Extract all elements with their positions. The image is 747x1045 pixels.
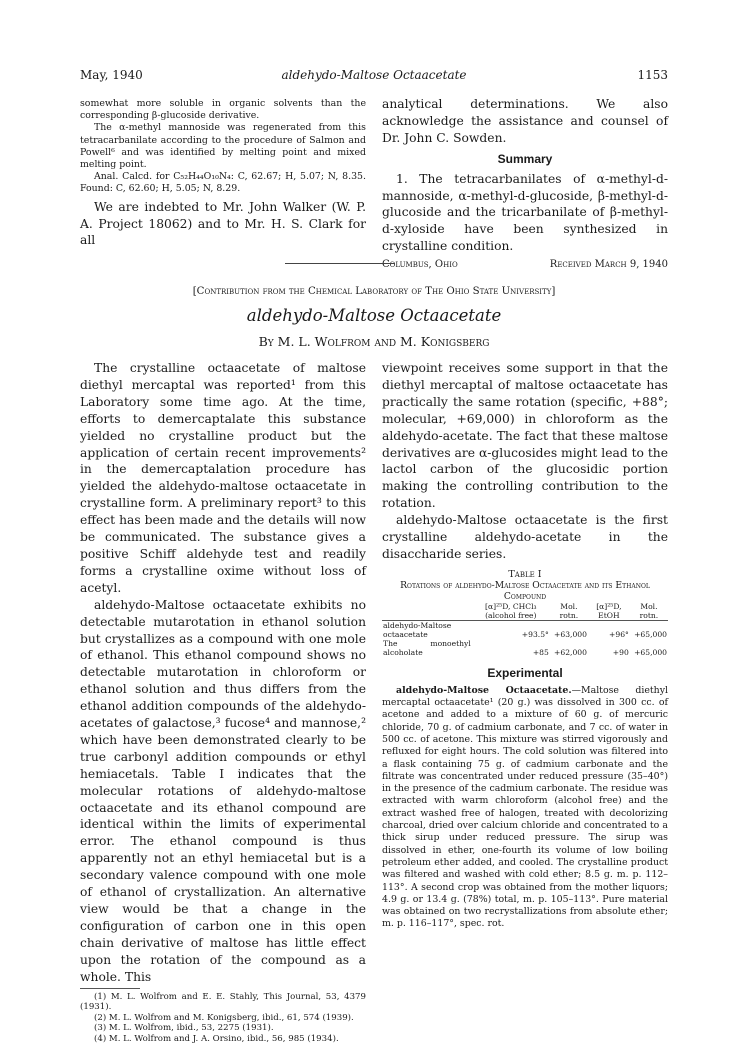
footnote-1: (1) M. L. Wolfrom and E. E. Stahly, This Journal, 53, 4379 (1931). bbox=[80, 991, 366, 1013]
signature-line bbox=[382, 257, 668, 274]
table-cell: aldehydo-Maltose octaacetate bbox=[383, 620, 452, 639]
prev-acknowledgement-cont: analytical determinations. We also acknowledge the assistance and counsel of Dr. John C. Sowden. bbox=[382, 97, 668, 145]
table-cell: +96° bbox=[609, 629, 629, 639]
table-cell: +62,000 bbox=[554, 647, 587, 657]
table-cell: The monoethyl alcoholate bbox=[383, 638, 471, 657]
prev-acknowledgement: We are indebted to Mr. John Walker (W. P. A. Project 18062) and to Mr. H. S. Clark for all bbox=[80, 199, 366, 248]
running-header bbox=[80, 68, 668, 84]
table-header-cell: Mol. rotn. bbox=[550, 602, 588, 621]
footnotes bbox=[80, 992, 366, 1045]
received-date: Received March 9, 1940 bbox=[549, 259, 668, 271]
table-cell: +93.5° bbox=[521, 629, 549, 639]
prev-paragraph-1: somewhat more soluble in organic solvents than the corresponding β-glucoside derivative. bbox=[80, 98, 366, 122]
table-cell: +65,000 bbox=[634, 647, 667, 657]
article-authors: By M. L. Wolfrom and M. Konigsberg bbox=[258, 334, 490, 349]
article-title-text: aldehydo-Maltose Octaacetate bbox=[246, 306, 502, 325]
experimental-body: —Maltose diethyl mercaptal octaacetate¹ (20 g.) was dissolved in 300 cc. of acetone and added to a mixture of 60 g. of mercuric chloride, 70 g. of cadmium carbonate, and 7 cc. of water in 500 cc. of acetone. This mixture was stirred vigorously and refluxed for eight hours. The cold solution was filtered into a flask containing 75 g. of cadmium carbonate and the filtrate was concentrated under reduced pressure (35–40°) in the presence of the cadmium carbonate. The residue was extracted with warm chloroform (alcohol free) and the extract washed free of halogen, treated with decolorizing charcoal, dried over calcium chloride and concentrated to a thick sirup under reduced pressure. The sirup was dissolved in ether, one-fourth its volume of low boiling petroleum ether added, and cooled. The crystalline product was filtered and washed with cold ether; 8.5 g. m. p. 112–113°. A second crop was obtained from the mother liquors; 4.9 g. or 13.4 g. (78%) total, m. p. 105–113°. Pure material was obtained on two recrystallizations from absolute ether; m. p. 116–117°, spec. rot. bbox=[382, 684, 668, 930]
table-cell: +85 bbox=[532, 647, 549, 657]
article-divider bbox=[285, 263, 395, 264]
summary-text: 1. The tetracarbanilates of α-methyl-d-mannoside, α-methyl-d-glucoside, β-methyl-d-glucoside and the tricarbanilate of β-methyl-d-xyloside have been synthesized in crystalline condition. bbox=[382, 171, 668, 254]
table-cell: +65,000 bbox=[634, 629, 667, 639]
table-cell: +63,000 bbox=[554, 629, 587, 639]
table-header-row bbox=[382, 602, 668, 621]
table-header-cell: [α]²⁵D, CHCl₃ (alcohol free) bbox=[472, 602, 550, 621]
page-number: 1153 bbox=[637, 68, 668, 82]
prev-paragraph-2: The α-methyl mannoside was regenerated from this tetracarbanilate according to the procedure of Salmon and Powell⁶ and was identified by melting point and mixed melting point. bbox=[80, 122, 366, 171]
footnote-4: (4) M. L. Wolfrom and J. A. Orsino, ibid., 56, 985 (1934). bbox=[94, 1033, 339, 1044]
contribution-line: [Contribution from the Chemical Laboratory of The Ohio State University] bbox=[192, 286, 556, 297]
table-header-cell bbox=[382, 602, 472, 621]
table-caption: Rotations of aldehydo-Maltose Octaacetate and its Ethanol Compound bbox=[400, 579, 650, 602]
body-paragraph-2: aldehydo-Maltose octaacetate exhibits no detectable mutarotation in ethanol solution but crystallizes as a compound with one mole of ethanol. This ethanol compound shows no detectable mutarotation in chloroform or ethanol solution and thus differs from the ethanol addition compounds of the aldehydo-acetates of galactose,³ fucose⁴ and mannose,² which have been demonstrated clearly to be true carbonyl addition compounds or ethyl hemiacetals. Table I indicates that the molecular rotations of aldehydo-maltose octaacetate and its ethanol compound are identical within the limits of experimental error. The ethanol compound is thus apparently not an ethyl hemiacetal but is a secondary valence compound with one mole of ethanol of crystallization. An alternative view would be that a change in the configuration of carbon one in this open chain derivative of maltose has little effect upon the rotation of the compound as a whole. This bbox=[80, 597, 366, 984]
footnote-2: (2) M. L. Wolfrom and M. Konigsberg, ibid., 61, 574 (1939). bbox=[94, 1012, 354, 1023]
experimental-lead: aldehydo-Maltose Octaacetate. bbox=[396, 684, 572, 696]
table-row bbox=[382, 639, 668, 657]
body-paragraph-3: viewpoint receives some support in that the diethyl mercaptal of maltose octaacetate has practically the same rotation (specific, +88°; molecular, +69,000) in chloroform as the aldehydo-acetate. The fact that these maltose derivatives are α-glucosides might lead to the lactol carbon of the glucosidic portion making the controlling contribution to the rotation. bbox=[382, 361, 668, 511]
header-date: May, 1940 bbox=[80, 68, 143, 82]
table-row bbox=[382, 620, 668, 639]
previous-article-right bbox=[382, 96, 668, 274]
footnote-rule bbox=[80, 988, 140, 989]
signature-location: Columbus, Ohio bbox=[382, 259, 458, 271]
header-title: aldehydo-Maltose Octaacetate bbox=[281, 68, 467, 82]
body-right-column bbox=[382, 360, 668, 931]
previous-article-left bbox=[80, 98, 366, 249]
body-paragraph-4: aldehydo-Maltose octaacetate is the first crystalline aldehydo-acetate in the disaccharide series. bbox=[382, 513, 668, 561]
table-label: Table I bbox=[508, 568, 542, 580]
footnote-3: (3) M. L. Wolfrom, ibid., 53, 2275 (1931). bbox=[94, 1023, 274, 1034]
summary-heading: Summary bbox=[497, 151, 553, 166]
table-header-cell: [α]²⁵D, EtOH bbox=[588, 602, 630, 621]
body-left-column bbox=[80, 360, 366, 1045]
table-cell: +90 bbox=[612, 647, 629, 657]
prev-analysis: Anal. Calcd. for C₅₂H₄₄O₁₀N₄: C, 62.67; H, 5.07; N, 8.35. Found: C, 62.60; H, 5.05; N, 8.29. bbox=[80, 171, 366, 195]
rotation-table bbox=[382, 602, 668, 657]
article-title bbox=[80, 306, 668, 325]
experimental-text bbox=[382, 685, 668, 931]
table-header-cell: Mol. rotn. bbox=[630, 602, 668, 621]
body-paragraph-1: The crystalline octaacetate of maltose diethyl mercaptal was reported¹ from this Laboratory some time ago. At the time, efforts to demercaptalate this substance yielded no crystalline product but the application of certain recent improvements² in the demercaptalation procedure has yielded the aldehydo-maltose octaacetate in crystalline form. A preliminary report³ to this effect has been made and the details will now be communicated. The substance gives a positive Schiff aldehyde test and readily forms a crystalline oxime without loss of acetyl. bbox=[80, 361, 366, 595]
experimental-heading: Experimental bbox=[487, 665, 563, 680]
